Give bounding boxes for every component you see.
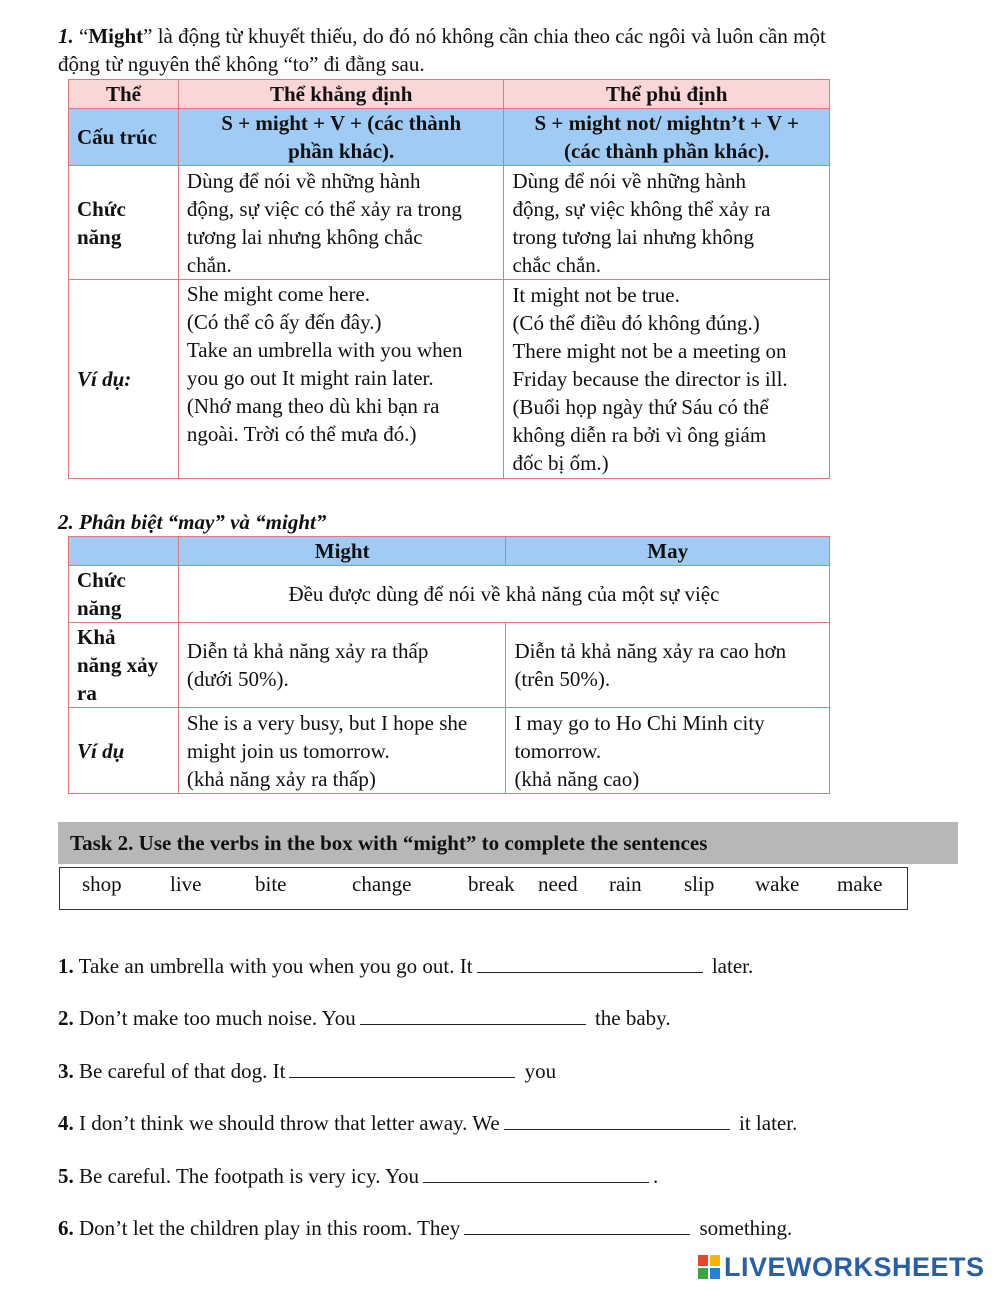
function-label: Chức năng — [69, 166, 179, 280]
word-item: bite — [255, 872, 287, 896]
may-might-table — [68, 536, 830, 794]
header-affirmative: Thể khẳng định — [178, 80, 504, 109]
might-table-header — [69, 80, 830, 109]
liveworksheets-logo — [698, 1253, 985, 1281]
intro-line2: động từ nguyên thể không “to” đi đằng sau. — [58, 52, 425, 76]
example-row — [69, 280, 830, 479]
function-affirmative: Dùng để nói về những hành động, sự việc có thể xảy ra trong tương lai nhưng không chắc chắn. — [178, 166, 504, 280]
header-might: Might — [178, 537, 506, 566]
word-box — [59, 867, 908, 910]
t2-example-row — [69, 708, 830, 794]
function-row — [69, 166, 830, 280]
may-might-header — [69, 537, 830, 566]
header-form: Thể — [69, 80, 179, 109]
example-label: Ví dụ: — [69, 280, 179, 479]
t2-example-may: I may go to Ho Chi Minh city tomorrow. (khả năng cao) — [506, 708, 830, 794]
header-negative: Thể phủ định — [504, 80, 830, 109]
intro-text-cont: ” là động từ khuyết thiếu, do đó nó không cần chia theo các ngôi và luôn cần một — [143, 24, 826, 48]
question-5: 5. Be careful. The footpath is very icy. You . — [58, 1164, 659, 1188]
word-item: break — [468, 872, 515, 896]
t2-possibility-label: Khả năng xảy ra — [69, 623, 179, 708]
word-item: live — [170, 872, 202, 896]
answer-blank-2[interactable] — [360, 1004, 586, 1025]
logo-icon — [698, 1255, 720, 1279]
word-item: make — [837, 872, 883, 896]
word-item: shop — [82, 872, 122, 896]
t2-possibility-row — [69, 623, 830, 708]
structure-label: Cấu trúc — [69, 109, 179, 166]
structure-row — [69, 109, 830, 166]
t2-example-label: Ví dụ — [69, 708, 179, 794]
question-6: 6. Don’t let the children play in this room. They something. — [58, 1216, 793, 1240]
answer-blank-4[interactable] — [504, 1109, 730, 1130]
t2-example-might: She is a very busy, but I hope she might join us tomorrow. (khả năng xảy ra thấp) — [178, 708, 506, 794]
logo-text: LIVEWORKSHEETS — [724, 1252, 985, 1282]
intro-text: “ — [73, 24, 89, 48]
header-empty — [69, 537, 179, 566]
word-item: rain — [609, 872, 642, 896]
t2-function-label: Chức năng — [69, 566, 179, 623]
t2-function-shared: Đều được dùng để nói về khả năng của một sự việc — [178, 566, 829, 623]
question-4: 4. I don’t think we should throw that letter away. We it later. — [58, 1111, 798, 1135]
t2-function-row — [69, 566, 830, 623]
function-negative: Dùng để nói về những hành động, sự việc không thể xảy ra trong tương lai nhưng không chắc chắn. — [504, 166, 830, 280]
answer-blank-3[interactable] — [289, 1057, 515, 1078]
answer-blank-5[interactable] — [423, 1162, 649, 1183]
might-table — [68, 79, 830, 479]
structure-negative: S + might not/ mightn’t + V + (các thành phần khác). — [504, 109, 830, 166]
structure-affirmative: S + might + V + (các thành phần khác). — [178, 109, 504, 166]
example-negative: It might not be true. (Có thể điều đó không đúng.) There might not be a meeting on Friday because the director is ill. (Buổi họp ngày thứ Sáu có thể không diễn ra bởi vì ông giám đốc bị ốm.) — [504, 280, 830, 479]
word-item: need — [538, 872, 578, 896]
intro-number: 1. — [58, 24, 74, 48]
intro-paragraph — [58, 22, 938, 78]
intro-might: Might — [88, 24, 144, 48]
word-item: change — [352, 872, 412, 896]
answer-blank-6[interactable] — [464, 1214, 690, 1235]
section2-title: 2. Phân biệt “may” và “might” — [58, 510, 327, 534]
example-affirmative: She might come here. (Có thể cô ấy đến đây.) Take an umbrella with you when you go out It might rain later. (Nhớ mang theo dù khi bạn ra ngoài. Trời có thể mưa đó.) — [178, 280, 504, 479]
question-3: 3. Be careful of that dog. It you — [58, 1059, 557, 1083]
question-2: 2. Don’t make too much noise. You the baby. — [58, 1006, 671, 1030]
t2-possibility-might: Diễn tả khả năng xảy ra thấp (dưới 50%). — [178, 623, 506, 708]
task-title: Task 2. Use the verbs in the box with “might” to complete the sentences — [58, 822, 958, 864]
word-item: slip — [684, 872, 715, 896]
header-may: May — [506, 537, 830, 566]
answer-blank-1[interactable] — [477, 952, 703, 973]
question-1: 1. Take an umbrella with you when you go out. It later. — [58, 954, 754, 978]
t2-possibility-may: Diễn tả khả năng xảy ra cao hơn (trên 50%). — [506, 623, 830, 708]
word-item: wake — [755, 872, 800, 896]
